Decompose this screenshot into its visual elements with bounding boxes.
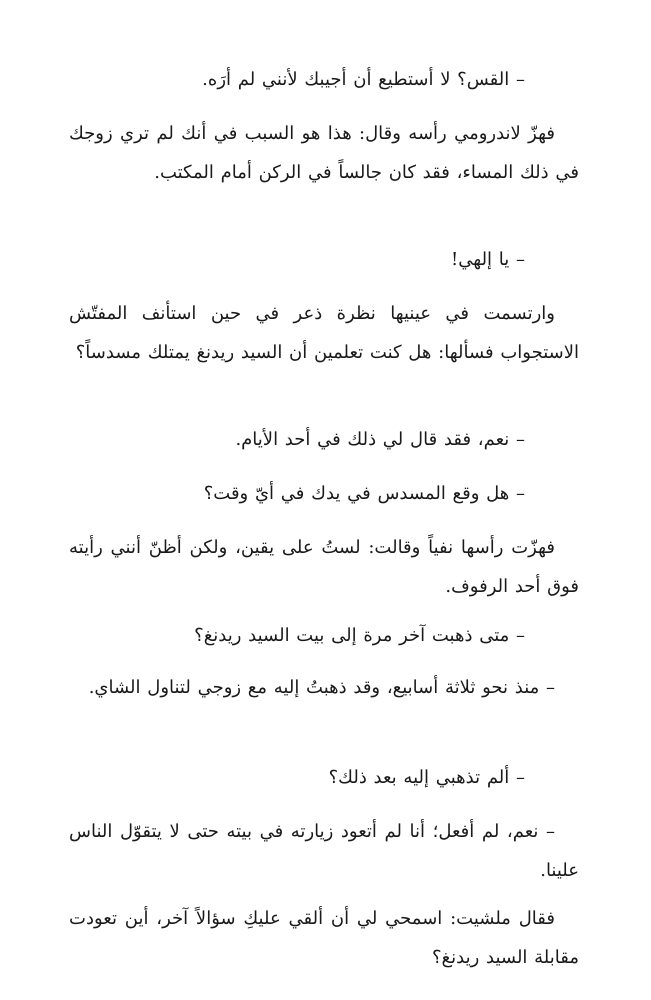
narration-paragraph: فهزّ لاندرومي رأسه وقال: هذا هو السبب في أنك لم تري زوجك في ذلك المساء، فقد كان جالساً في الركن أمام المكتب. <box>69 123 579 183</box>
dialogue-line: – متى ذهبت آخر مرة إلى بيت السيد ريدنغ؟ <box>194 625 525 646</box>
dialogue-line: – القس؟ لا أستطيع أن أجيبك لأنني لم أرَه. <box>202 69 525 90</box>
narration-paragraph: فهزّت رأسها نفياً وقالت: لستُ على يقين، ولكن أظنّ أنني رأيته فوق أحد الرفوف. <box>69 537 579 597</box>
dialogue-line: – نعم، لم أفعل؛ أنا لم أتعود زيارته في بيته حتى لا يتقوّل الناس علينا. <box>69 821 579 881</box>
dialogue-line: – نعم، فقد قال لي ذلك في أحد الأيام. <box>235 429 525 450</box>
dialogue-line: – يا إلهي! <box>451 249 525 270</box>
dialogue-line: – هل وقع المسدس في يدك في أيّ وقت؟ <box>203 483 525 504</box>
dialogue-line: – منذ نحو ثلاثة أسابيع، وقد ذهبتُ إليه مع زوجي لتناول الشاي. <box>88 677 555 698</box>
narration-paragraph: فقال ملشيت: اسمحي لي أن ألقي عليكِ سؤالاً آخر، أين تعودت مقابلة السيد ريدنغ؟ <box>69 908 579 968</box>
narration-paragraph: وارتسمت في عينيها نظرة ذعر في حين استأنف المفتّش الاستجواب فسألها: هل كنت تعلمين أن السيد ريدنغ يمتلك مسدساً؟ <box>69 303 579 363</box>
dialogue-line: – ألم تذهبي إليه بعد ذلك؟ <box>328 767 525 788</box>
